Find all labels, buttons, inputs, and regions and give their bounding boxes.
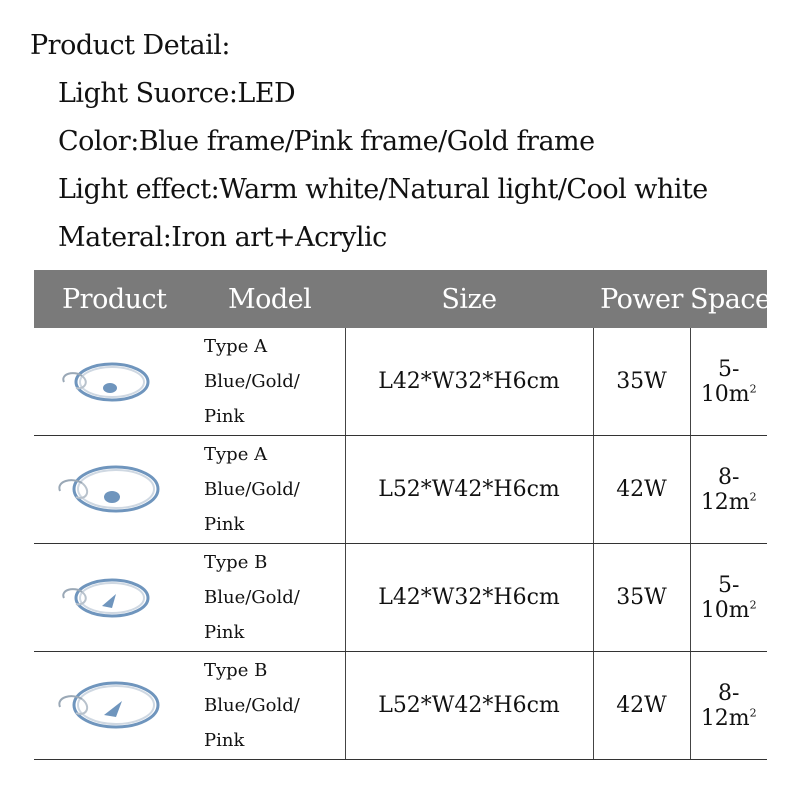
round-ceiling-lamp-dot-icon xyxy=(54,455,164,525)
detail-material: Materal:Iron art+Acrylic xyxy=(58,222,387,253)
model-type: Type A xyxy=(204,336,268,357)
product-image-cell xyxy=(34,652,204,760)
model-cell xyxy=(204,652,345,760)
model-type: Type B xyxy=(204,660,268,681)
product-image-cell xyxy=(34,436,204,544)
header-space: Space xyxy=(690,270,767,328)
product-image-cell xyxy=(34,544,204,652)
space-cell xyxy=(690,436,767,544)
space-value: 5-10m xyxy=(700,356,750,407)
model-colors-2: Pink xyxy=(204,730,245,751)
model-colors: Blue/Gold/ xyxy=(204,371,300,392)
round-ceiling-lamp-dot-icon xyxy=(54,352,154,412)
power-cell: 42W xyxy=(593,436,690,544)
power-cell: 35W xyxy=(593,328,690,436)
detail-light-effect: Light effect:Warm white/Natural light/Cool white xyxy=(58,174,708,205)
product-detail xyxy=(30,22,708,262)
space-cell xyxy=(690,544,767,652)
product-image-cell xyxy=(34,328,204,436)
header-power: Power xyxy=(593,270,690,328)
size-cell: L52*W42*H6cm xyxy=(345,436,593,544)
space-unit: 2 xyxy=(749,382,757,396)
model-colors: Blue/Gold/ xyxy=(204,695,300,716)
table-row xyxy=(34,652,767,760)
space-unit: 2 xyxy=(749,598,757,612)
header-product: Product xyxy=(34,270,204,328)
table-row xyxy=(34,436,767,544)
space-value: 8-12m xyxy=(700,680,750,731)
model-colors: Blue/Gold/ xyxy=(204,587,300,608)
model-cell xyxy=(204,544,345,652)
power-cell: 35W xyxy=(593,544,690,652)
round-ceiling-lamp-plane-icon xyxy=(54,568,154,628)
table-header-row xyxy=(34,270,767,328)
model-cell xyxy=(204,436,345,544)
model-colors: Blue/Gold/ xyxy=(204,479,300,500)
header-model: Model xyxy=(204,270,345,328)
model-type: Type A xyxy=(204,444,268,465)
header-size: Size xyxy=(345,270,593,328)
table-row xyxy=(34,328,767,436)
model-colors-2: Pink xyxy=(204,514,245,535)
model-colors-2: Pink xyxy=(204,406,245,427)
detail-heading: Product Detail: xyxy=(30,30,230,61)
table-row xyxy=(34,544,767,652)
model-colors-2: Pink xyxy=(204,622,245,643)
size-cell: L42*W32*H6cm xyxy=(345,328,593,436)
space-unit: 2 xyxy=(749,706,757,720)
detail-light-source: Light Suorce:LED xyxy=(58,78,296,109)
round-ceiling-lamp-plane-icon xyxy=(54,671,164,741)
model-cell xyxy=(204,328,345,436)
space-cell xyxy=(690,652,767,760)
space-value: 8-12m xyxy=(700,464,750,515)
model-type: Type B xyxy=(204,552,268,573)
space-cell xyxy=(690,328,767,436)
power-cell: 42W xyxy=(593,652,690,760)
size-cell: L52*W42*H6cm xyxy=(345,652,593,760)
spec-table xyxy=(34,270,771,760)
space-value: 5-10m xyxy=(700,572,750,623)
size-cell: L42*W32*H6cm xyxy=(345,544,593,652)
detail-color: Color:Blue frame/Pink frame/Gold frame xyxy=(58,126,595,157)
space-unit: 2 xyxy=(749,490,757,504)
